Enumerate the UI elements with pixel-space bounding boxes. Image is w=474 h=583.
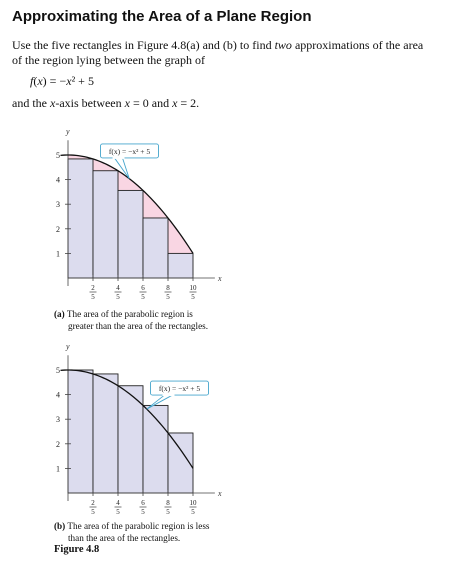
a-y-tick-label-4: 4 — [56, 175, 60, 185]
b-curve-label: f(x) = −x² + 5 — [158, 384, 201, 394]
caption-a-text1: The area of the parabolic region is — [66, 309, 193, 319]
a-rectangle-1 — [68, 159, 93, 278]
b-y-tick-label-4: 4 — [56, 390, 60, 400]
a-rectangle-4 — [143, 218, 168, 278]
b-label-pointer-join — [163, 394, 175, 396]
caption-b-line2: than the area of the rectangles. — [68, 533, 181, 543]
b-y-tick-label-2: 2 — [56, 439, 60, 449]
b-x-tick-den-2: 5 — [116, 508, 120, 516]
a-y-axis-label: y — [66, 127, 70, 137]
page-title: Approximating the Area of a Plane Region — [12, 8, 312, 25]
caption-a — [54, 308, 254, 332]
intro-line-1 — [12, 37, 464, 53]
a-y-tick-label-2: 2 — [56, 224, 60, 234]
a-y-tick-label-3: 3 — [56, 200, 60, 210]
b-x-tick-den-1: 5 — [91, 508, 95, 516]
emphasis-two: two — [274, 38, 292, 52]
a-x-tick-den-5: 5 — [191, 293, 195, 301]
a-rectangle-5 — [168, 253, 193, 278]
b-x-axis-label: x — [218, 489, 222, 498]
figure-a — [0, 120, 474, 310]
intro-text-1: Use the five rectangles in Figure 4.8(a) and (b) to find two approximations of the area — [12, 38, 424, 52]
b-rectangle-2 — [93, 374, 118, 493]
a-x-tick-den-4: 5 — [166, 293, 170, 301]
a-x-tick-den-3: 5 — [141, 293, 145, 301]
b-x-tick-den-4: 5 — [166, 508, 170, 516]
figure-label: Figure 4.8 — [54, 544, 100, 555]
a-y-tick-label-1: 1 — [56, 249, 60, 259]
a-label-pointer-join — [113, 157, 125, 159]
caption-b-text1: The area of the parabolic region is less — [67, 521, 210, 531]
a-x-tick-num-5: 10 — [189, 284, 197, 292]
caption-b-label: (b) — [54, 521, 66, 531]
b-x-tick-num-1: 2 — [91, 499, 95, 507]
a-x-tick-num-3: 6 — [141, 284, 145, 292]
formula: f(x) = −x² + 5 — [30, 74, 94, 88]
intro-line-3: and the x-axis between x = 0 and x = 2. — [12, 96, 200, 110]
b-y-axis-label: y — [66, 342, 70, 352]
a-x-tick-den-2: 5 — [116, 293, 120, 301]
b-y-tick-label-3: 3 — [56, 415, 60, 425]
a-rectangle-3 — [118, 190, 143, 278]
b-x-tick-den-3: 5 — [141, 508, 145, 516]
a-x-tick-num-2: 4 — [116, 284, 120, 292]
b-x-tick-num-5: 10 — [189, 499, 197, 507]
b-x-tick-num-2: 4 — [116, 499, 120, 507]
b-x-tick-num-3: 6 — [141, 499, 145, 507]
b-y-tick-label-1: 1 — [56, 464, 60, 474]
a-x-tick-num-4: 8 — [166, 284, 170, 292]
figure-b — [0, 335, 474, 525]
b-x-tick-den-5: 5 — [191, 508, 195, 516]
a-x-axis-label: x — [218, 274, 222, 283]
a-y-tick-label-5: 5 — [56, 151, 60, 160]
caption-b — [54, 520, 254, 544]
b-y-tick-label-5: 5 — [56, 366, 60, 375]
b-rectangle-1 — [68, 370, 93, 493]
caption-b-line1 — [54, 520, 254, 532]
a-x-tick-den-1: 5 — [91, 293, 95, 301]
intro-line-2: of the region lying between the graph of — [12, 53, 205, 67]
caption-a-line1 — [54, 308, 254, 320]
caption-a-label: (a) — [54, 309, 65, 319]
caption-a-line2: greater than the area of the rectangles. — [68, 321, 209, 331]
a-rectangle-2 — [93, 171, 118, 278]
a-curve-label: f(x) = −x² + 5 — [108, 146, 151, 156]
a-x-tick-num-1: 2 — [91, 284, 95, 292]
b-x-tick-num-4: 8 — [166, 499, 170, 507]
